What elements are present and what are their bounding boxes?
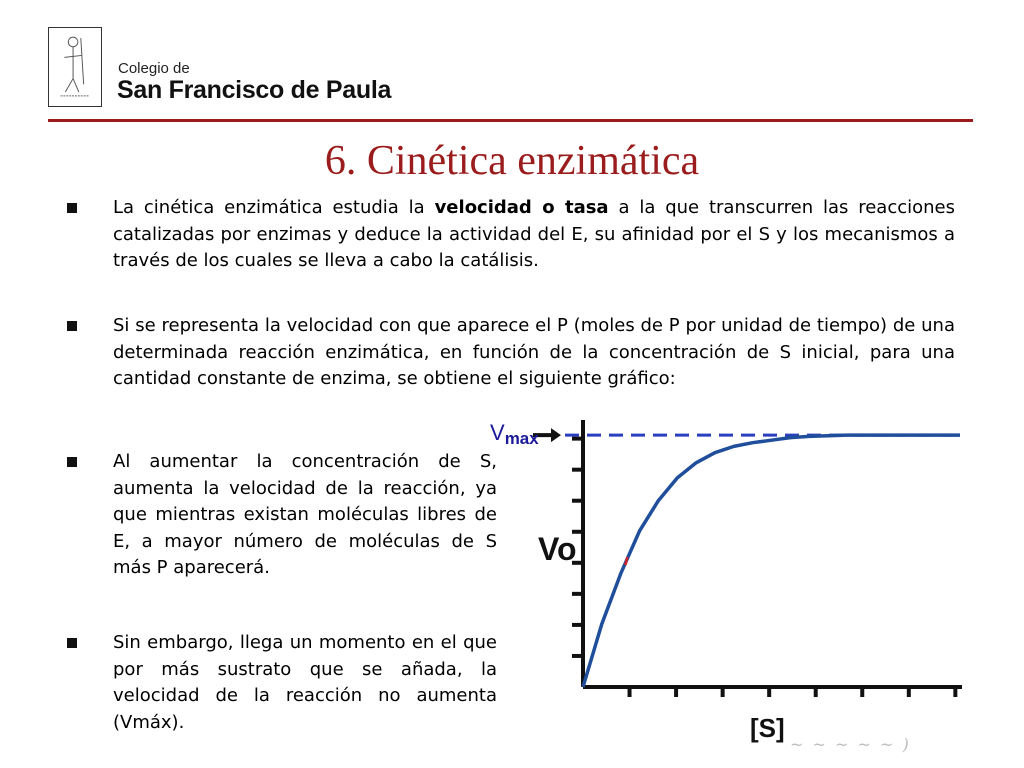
vmax-label-sub: max xyxy=(504,429,539,448)
header-divider xyxy=(48,119,973,122)
bullet-text: La cinética enzimática estudia la xyxy=(113,197,435,218)
slide-title: 6. Cinética enzimática xyxy=(324,138,700,184)
decorative-watermark-icon: ~ ~ ~ ~ ~ ) xyxy=(790,735,911,754)
bullet-saturation: Sin embargo, llega un momento en el que por más sustrato que se añada, la velocidad de la reacción no aumenta (Vmáx). xyxy=(113,632,497,733)
x-axis-label: [S] xyxy=(750,713,785,743)
bullet-substrate-increase: Al aumentar la concentración de S, aumenta la velocidad de la reacción, ya que mientras existan moléculas libres de E, a mayor número de moléculas de S más P aparecerá. xyxy=(113,451,497,578)
y-axis-label: Vo xyxy=(538,531,577,567)
school-name-prefix: Colegio de xyxy=(118,60,190,77)
bullet-bold-term: velocidad o tasa xyxy=(434,197,609,218)
bullet-square-icon xyxy=(67,203,77,213)
bullet-kinetics-definition xyxy=(113,195,955,275)
vmax-label-main: V xyxy=(490,420,505,445)
bullet-square-icon xyxy=(67,321,77,331)
school-name: San Francisco de Paula xyxy=(117,76,392,104)
bullet-square-icon xyxy=(67,638,77,648)
school-logo xyxy=(48,27,102,107)
chart-axes xyxy=(583,420,962,687)
school-crest-icon xyxy=(49,28,101,106)
michaelis-menten-chart xyxy=(480,412,980,768)
bullet-text: a la que transcurren las reacciones catalizadas por enzimas y deduce la actividad del E, su afinidad por el S y los mecanismos a través de los cuales se lleva a cabo la catálisis. xyxy=(113,197,956,271)
series-line-velocity xyxy=(583,435,960,687)
bullet-square-icon xyxy=(67,457,77,467)
chart-ticks xyxy=(572,439,955,697)
vmax-label xyxy=(490,420,539,448)
bullet-graph-intro: Si se representa la velocidad con que aparece el P (moles de P por unidad de tiempo) de una determinada reacción enzimática, en función de la concentración de S inicial, para una cantidad constante de enzima, se obtiene el siguiente gráfico: xyxy=(113,315,955,389)
